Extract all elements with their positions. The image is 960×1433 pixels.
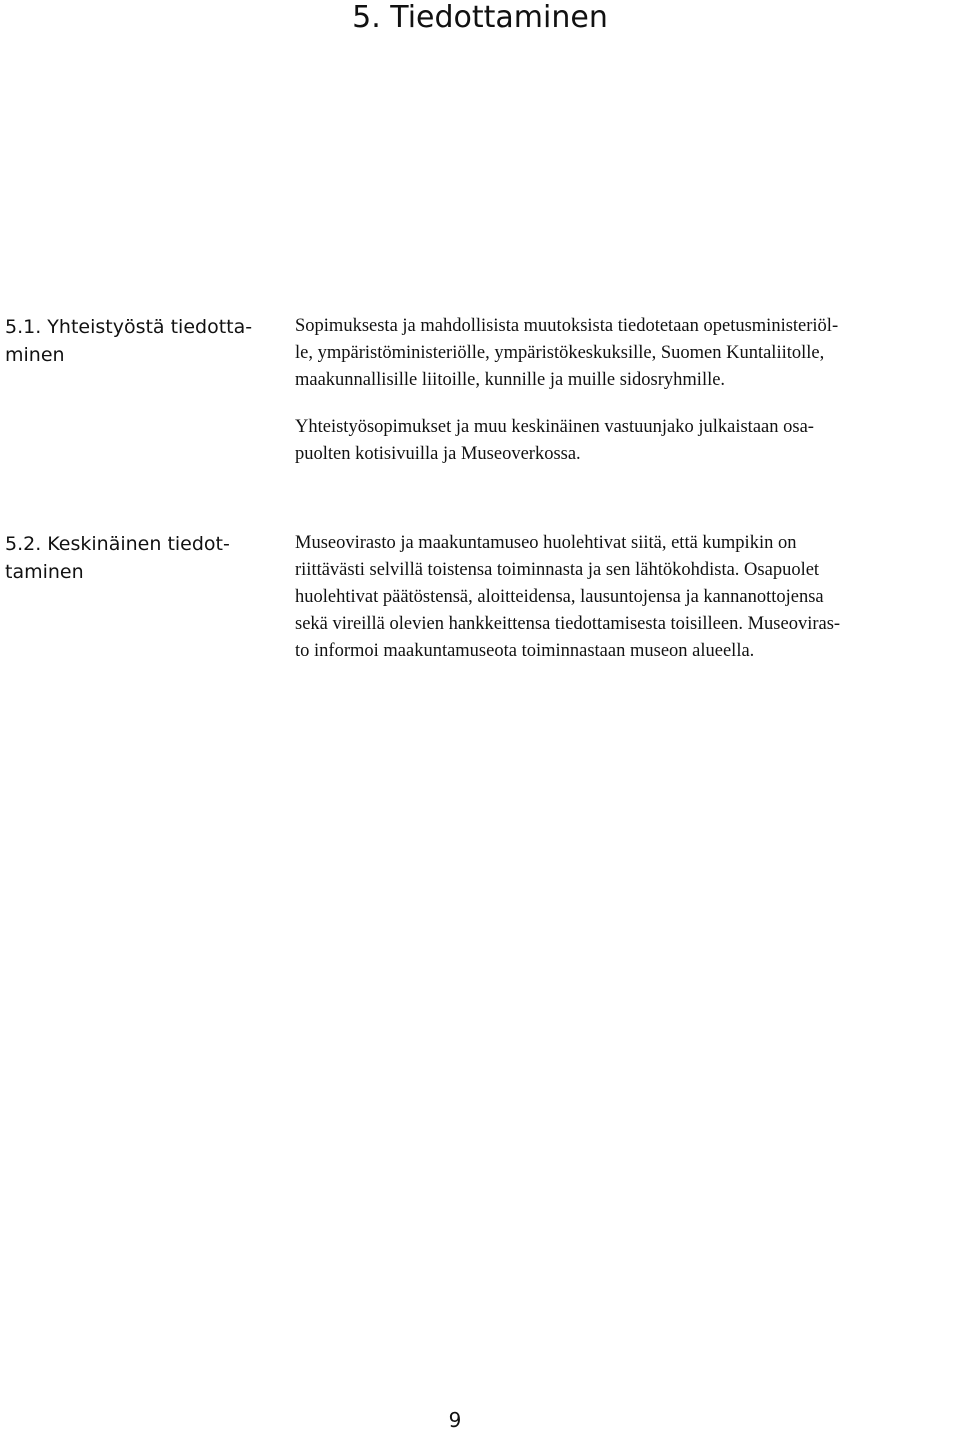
section-heading [5, 530, 285, 586]
chapter-title: 5. Tiedottaminen [352, 0, 608, 35]
text-line: Sopimuksesta ja mahdollisista muutoksista tiedotetaan opetusministeriöl- [295, 316, 839, 336]
section-body [295, 530, 960, 685]
text-line: riittävästi selvillä toistensa toiminnasta ja sen lähtökohdista. Osapuolet [295, 560, 820, 580]
section-body [295, 313, 960, 488]
text-line: sekä vireillä olevien hankkeittensa tiedottamisesta toisilleen. Museoviras- [295, 614, 841, 634]
text-line: to informoi maakuntamuseota toiminnastaan museon alueella. [295, 641, 755, 661]
text-line: maakunnallisille liitoille, kunnille ja muille sidosryhmille. [295, 370, 726, 390]
text-line: le, ympäristöministeriölle, ympäristökeskuksille, Suomen Kuntaliitolle, [295, 343, 825, 363]
paragraph [295, 414, 960, 468]
section-heading-line: 5.1. Yhteistyöstä tiedotta- [5, 316, 253, 338]
paragraph [295, 313, 960, 394]
text-line: Yhteistyösopimukset ja muu keskinäinen vastuunjako julkaistaan osa- [295, 417, 814, 437]
page-number: 9 [448, 1408, 462, 1432]
section-heading [5, 313, 285, 369]
section-heading-line: minen [5, 344, 65, 366]
text-line: Museovirasto ja maakuntamuseo huolehtivat siitä, että kumpikin on [295, 533, 797, 553]
paragraph [295, 530, 960, 665]
section-heading-line: taminen [5, 561, 84, 583]
text-line: puolten kotisivuilla ja Museoverkossa. [295, 444, 581, 464]
section-heading-line: 5.2. Keskinäinen tiedot- [5, 533, 230, 555]
text-line: huolehtivat päätöstensä, aloitteidensa, lausuntojensa ja kannanottojensa [295, 587, 824, 607]
